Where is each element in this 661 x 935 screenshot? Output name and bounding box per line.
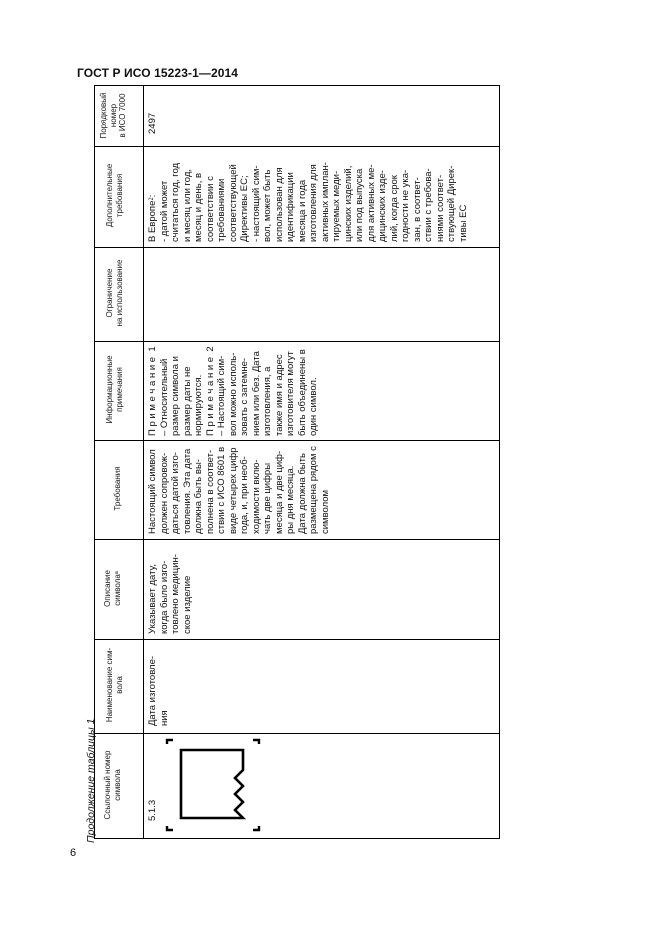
- column-divider: [143, 86, 144, 838]
- column-divider: [95, 341, 499, 342]
- table-caption: Продолжение таблицы 1: [85, 718, 97, 843]
- document-title: ГОСТ Р ИСО 15223-1—2014: [77, 66, 239, 80]
- column-divider: [95, 733, 499, 734]
- column-divider: [95, 146, 499, 147]
- date-of-manufacture-icon: [163, 736, 263, 834]
- column-divider: [95, 440, 499, 441]
- column-divider: [95, 247, 499, 248]
- column-divider: [95, 639, 499, 640]
- page-number: 6: [70, 847, 77, 859]
- symbols-table: Ссылочный номер символа Наименование сим- вола Описание символаᵃ Требования Информационные примечания Ограничение на использование Дополнительные требования Порядковый номер в ИСО 7000 5.1.3 Дата изготовле- ния Указывает дату, когда было изго- товлено медицин- ское изделие Настоящий символ должен сопровож- даться датой изго- товления. Эта дата должна быть вы- полнена в соответ- ствии с ИСО 8601 в виде четырех цифр года, и, при необ- ходимости вклю- чать две цифры месяца и две циф- ры дня месяца. Дата должна быть размещена рядом с символом П р и м е ч а н и е 1 – Относительный размер символа и размер даты не нормируются. П р и м е ч а н и е 2 – Настоящий сим- вол можно исполь- зовать с затемне- нием или без. Дата изготовления, а также имя и адрес изготовителя могут быть объединены в один символ. В Европе⁲: - датой может считаться год, год и месяц или год, месяц и день, в соответствии с требованиями соответствующей Директивы ЕС; - настоящий сим- вол, может быть использован для идентификации месяца и года изготовления для активных имплан- тируемых меди- цинских изделий, или под выпуска для активных ме- дицинских изде- лий, когда срок годности не ука- зан, в соответ- ствии с требова- ниями соответ- ствующей Дирек- тивы ЕС 2497: [94, 85, 500, 839]
- column-divider: [95, 539, 499, 540]
